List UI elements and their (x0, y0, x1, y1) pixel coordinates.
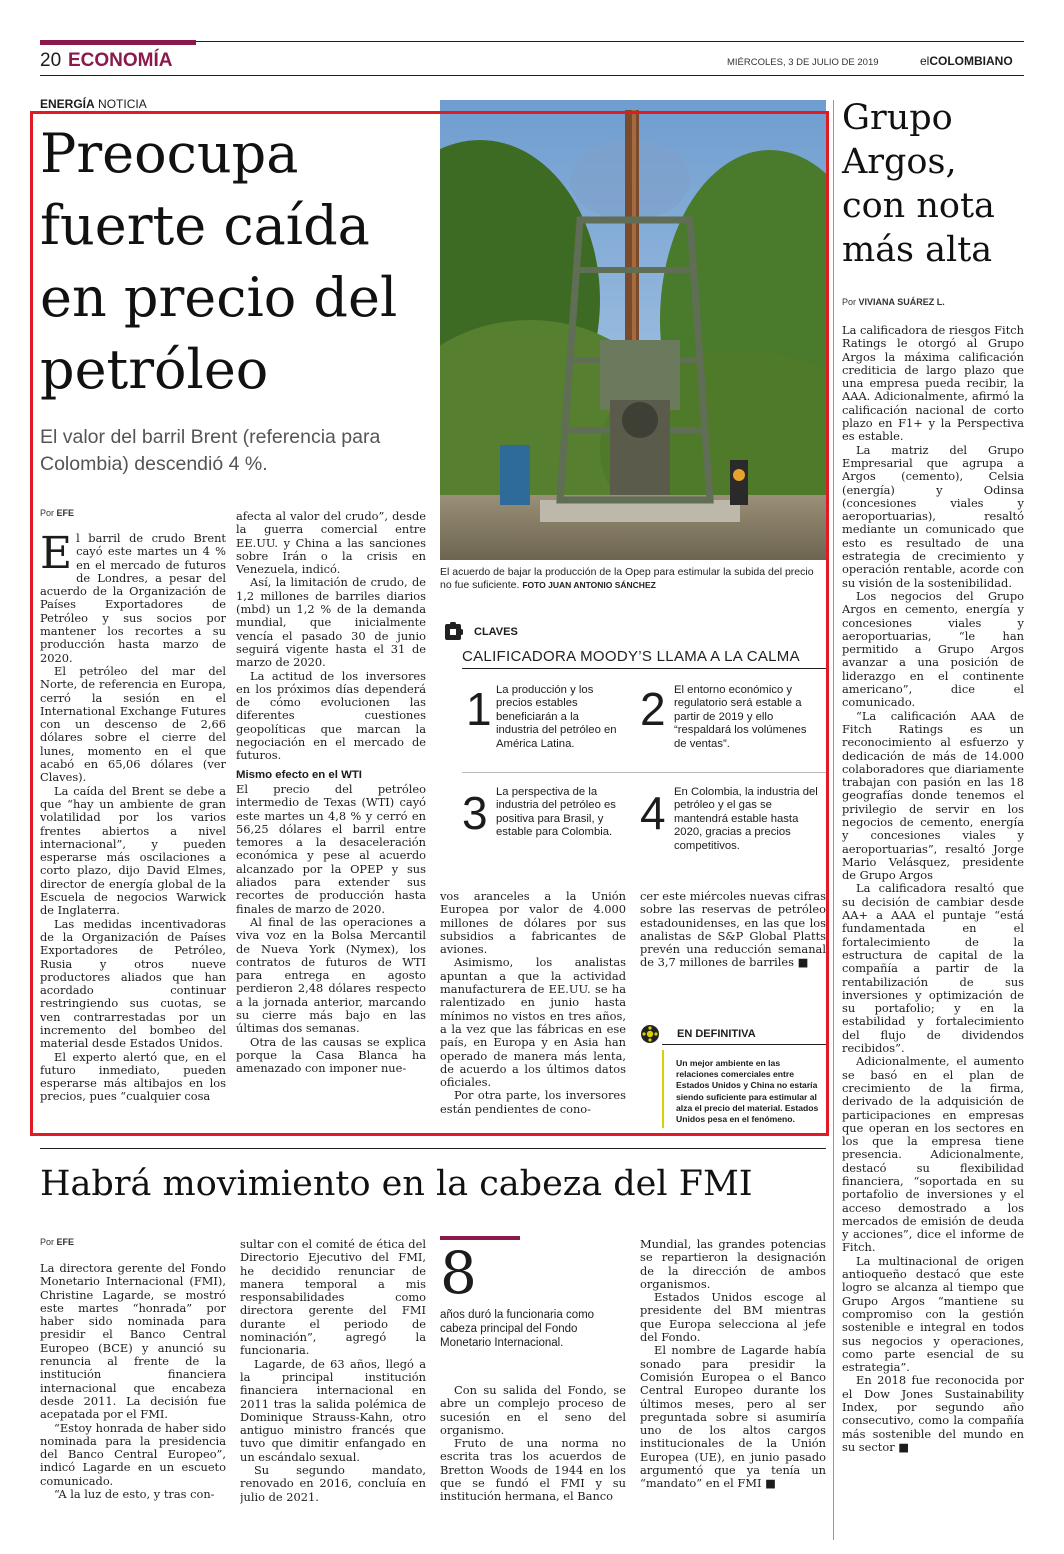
kicker (40, 97, 147, 111)
paragraph: Lagarde, de 63 años, llegó a la principal institución financiera internacional en 2011 tras la salida polémica de Dominique Strauss-Kahn, otro antiguo ministro francés que tuvo que dimitir enfangado en un escándalo sexual. (240, 1356, 426, 1464)
issue-date: MIÉRCOLES, 3 DE JULIO DE 2019 (727, 57, 879, 68)
paragraph: vos aranceles a la Unión Europea por valor de 4.000 millones de dólares por sus subsidios a fabricantes de aviones. (440, 890, 626, 957)
paragraph: Mundial, las grandes potencias se repartieron la designación de la dirección de ambos organismos. (640, 1238, 826, 1291)
paragraph: Fruto de una norma no escrita tras los acuerdos de Bretton Woods de 1944 en los que se fundó el FMI y su institución hermana, el Banco (440, 1436, 626, 1504)
column-subhead: Mismo efecto en el WTI (236, 768, 362, 781)
paragraph: Con su salida del Fondo, se abre un complejo proceso de sucesión en el seno del organismo. (440, 1384, 626, 1437)
clave-text-2: El entorno económico y regulatorio será estable a partir de 2019 y ello “respaldará los volúmenes de ventas”. (674, 684, 807, 750)
clave-number-4: 4 (640, 787, 666, 839)
clave-number-3: 3 (462, 787, 488, 839)
kicker-topic: ENERGÍA (40, 97, 95, 111)
paragraph: El precio del petróleo intermedio de Texas (WTI) cayó este martes un 4,8 % y cerró en 56,25 dólares el barril entre temores a la desaceleración económica y pese al acuerdo alcanzado por la OPEP y sus aliados para extender sus recortes de producción hasta finales de marzo de 2020. (236, 781, 426, 916)
header-accent-bar (40, 40, 196, 45)
side-byline (842, 297, 945, 307)
paragraph: El nombre de Lagarde había sonado para presidir la Comisión Europea o el Banco Central Europeo durante los últimos meses, pero al ser preguntada sobre si asumiría uno de los altos cargos institucionales de la Unión Europea (UE), en junio pasado argumentó que ya tenía un “mandato” en el FMI ■ (640, 1343, 826, 1491)
side-headline: Grupo Argos, con nota más alta (842, 98, 995, 270)
brand-name: COLOMBIANO (929, 54, 1013, 68)
paragraph: “A la luz de esto, y tras con- (54, 1487, 215, 1502)
highlight-frame (30, 111, 829, 1136)
page-number: 20 (40, 50, 62, 71)
stat-text: años duró la funcionaria como cabeza principal del Fondo Monetario Internacional. (440, 1309, 595, 1349)
paragraph: Así, la limitación de crudo, de 1,2 millones de barriles diarios (mbd) un 1,2 % de la demanda mundial, que inicialmente vencía el pasado 30 de junio seguirá vigente hasta el 31 de marzo de 2020. (236, 575, 426, 670)
paragraph: Adicionalmente, el aumento se basó en el plan de crecimiento de la firma, derivado de la adquisición de participaciones en empresas que operan en los sectores en los que la empresa tiene presencia. Adicionalmente, destacó su flexibilidad financiera, “soportada en su portafolio de inversiones y el acceso demostrado a los mercados de emisión de deuda y acciones”, dice el informe de Fitch. (842, 1054, 1024, 1255)
header-rule (196, 41, 1024, 42)
byline-prefix: Por (40, 1237, 55, 1247)
paragraph: cer este miércoles nuevas cifras sobre las reservas de petróleo estadounidenses, en las que los analistas de S&P Global Platts prevén una reducción semanal de 3,7 millones de barriles ■ (640, 890, 826, 970)
paragraph: afecta al valor del crudo”, desde la guerra comercial entre EE.UU. y China a las sanciones sobre Irán o la crisis en Venezuela, indicó. (236, 510, 426, 577)
clave-text-1: La producción y los precios estables beneficiarán a la industria del petróleo en América Latina. (496, 684, 617, 750)
claves-title: CALIFICADORA MOODY’S LLAMA A LA CALMA (462, 648, 800, 665)
paragraph: “La calificación AAA de Fitch Ratings es un reconocimiento al esfuerzo y dedicación de más de 14.000 colaboradores que diariamente trabajan con pasión en las 18 geografías donde tenemos el privilegio de servir en los negocios de cemento, energía y concesiones viales y aeroportuarias”, resaltó Jorge Mario Velásquez, presidente de Grupo Argos (842, 708, 1024, 883)
paragraph: La calificadora de riesgos Fitch Ratings le otorgó al Grupo Argos la máxima calificación crediticia de largo plazo que una empresa pueda recibir, la AAA. Adicionalmente, afirmó la calificación nacional de corto plazo en F1+ y la Perspectiva es estable. (842, 324, 1024, 444)
caption-text: El acuerdo de bajar la producción de la Opep para estimular la subida del precio no fue suficiente. (440, 566, 814, 591)
paragraph: El petróleo del mar del Norte, de referencia en Europa, cerró la sesión en el International Exchange Futures con un descenso de 2,66 dólares sobre el cierre del lunes, momento en el que acabó en 65,06 dólares (ver Claves). (40, 663, 226, 785)
byline-name: VIVIANA SUÁREZ L. (858, 297, 945, 307)
clave-text-4: En Colombia, la industria del petróleo y el gas se mantendrá estable hasta 2020, gracias a precios competitivos. (674, 786, 818, 852)
paragraph: La caída del Brent se debe a que “hay un ambiente de gran volatilidad por los varios frentes abiertos a nivel internacional”, y pueden esperarse más oscilaciones a corto plazo, dijo David Elmes, director de energía global de la Escuela de negocios Warwick de Inglaterra. (40, 783, 226, 918)
brand-logo (920, 54, 1013, 68)
bottom-column-1 (40, 1262, 226, 1532)
main-subhead: El valor del barril Brent (referencia para Colombia) descendió 4 %. (40, 426, 381, 475)
clave-number-1: 1 (466, 683, 492, 735)
bottom-section-rule (40, 1148, 826, 1149)
photo-credit: FOTO JUAN ANTONIO SÁNCHEZ (522, 580, 656, 590)
paragraph: Su segundo mandato, renovado en 2016, concluía en julio de 2021. (240, 1463, 426, 1504)
byline-name: EFE (56, 508, 75, 518)
paragraph-text: l barril de crudo Brent cayó este martes un 4 % en el mercado de futuros de Londres, a pesar del acuerdo de la Organización de Países Exportadores de Petróleo y sus socios por mantener los recortes a su producción hasta marzo de 2020. (40, 532, 226, 665)
paragraph: Asimismo, los analistas apuntan a que la actividad manufacturera de EE.UU. se ha ralentizado en junio hasta mínimos no vistos en tres años, a la vez que las fábricas en ese país, en Europa y en Asia han operado de manera más lenta, de acuerdo a los últimos datos oficiales. (440, 955, 626, 1090)
paragraph: Otra de las causas se explica porque la Casa Blanca ha amenazado con imponer nue- (236, 1034, 426, 1076)
kicker-type: NOTICIA (98, 97, 147, 111)
header-bottom-rule (40, 75, 1024, 76)
main-headline: Preocupa fuerte caída en precio del petróleo (40, 122, 398, 401)
paragraph: La directora gerente del Fondo Monetario Internacional (FMI), Christine Lagarde, se mostró este martes “honrada” por haber sido nominada para presidir el Banco Central Europeo (BCE) y anunció su renuncia al frente de la institución financiera internacional que encabeza desde 2011. La decisión fue acepatada por el FMI. (40, 1262, 226, 1422)
paragraph: La calificadora resaltó que su decisión de cambiar desde AA+ a AAA el puntaje “está fundamentada en el fortalecimiento de la estructura de capital de la compañía a partir de la rentabilización de sus inversiones y optimización de su portafolio; y en la estabilidad y fortalecimiento del flujo de dividendos recibidos”. (842, 881, 1024, 1056)
paragraph: Por otra parte, los inversores están pendientes de cono- (440, 1088, 626, 1116)
paragraph: La multinacional de origen antioqueño destacó que este logro se alcanza al tiempo que Grupo Argos “mantiene su compromiso con la gestión sostenible e integral en todos sus negocios y operaciones, como parte esencial de su estrategia”. (842, 1253, 1024, 1375)
paragraph: Al final de las operaciones a viva voz en la Bolsa Mercantil de Nueva York (Nymex), los contratos de futuros de WTI para entrega en agosto perdieron 2,48 dólares respecto a la jornada anterior, marcando su cierre más bajo en las últimas dos semanas. (236, 914, 426, 1036)
bottom-column-3 (440, 1384, 626, 1532)
bottom-column-2 (240, 1238, 426, 1532)
clave-text-3: La perspectiva de la industria del petróleo es positiva para Brasil, y estable para Colombia. (496, 786, 616, 839)
bottom-column-4 (640, 1238, 826, 1532)
paragraph: La matriz del Grupo Empresarial que agrupa a Argos (cemento), Celsia (energía) y Odinsa (concesiones viales y aeroportuarias), resaltó mediante un comunicado que esto es resultado de una estrategia de crecimiento y operación rentable, acorde con su visión de la sostenibilidad. (842, 442, 1024, 590)
section-title: ECONOMÍA (68, 50, 173, 71)
definitiva-label: EN DEFINITIVA (677, 1028, 756, 1040)
byline-prefix: Por (842, 297, 857, 307)
claves-label: CLAVES (474, 626, 518, 638)
paragraph: La actitud de los inversores en los próximos días dependerá de cómo evolucionen las diferentes cuestiones geopolíticas que marcan la negociación en el mercado de futuros. (236, 668, 426, 763)
bottom-byline (40, 1237, 74, 1247)
bottom-headline: Habrá movimiento en la cabeza del FMI (40, 1164, 753, 1204)
paragraph: “Estoy honrada de haber sido nominada para la presidencia del Banco Central Europeo”, indicó Lagarde en un escueto comunicado. (40, 1420, 226, 1488)
byline-name: EFE (56, 1237, 75, 1247)
paragraph: En 2018 fue reconocida por el Dow Jones Sustainability Index, por segundo año consecutivo, como la compañía más sostenible del mundo en su sector ■ (842, 1373, 1024, 1454)
definitiva-text: Un mejor ambiente en las relaciones comerciales entre Estados Unidos y China no estaría siendo suficiente para estimular al alza el precio del material. Estados Unidos pesa en el fenómeno. (676, 1058, 819, 1125)
paragraph: Las medidas incentivadoras de la Organización de Países Exportadores de Petróleo, Rusia y otros nueve productores aliados que han acordado continuar restringiendo sus cuotas, se ven contrarrestadas por un incremento del bombeo del material desde Estados Unidos. (40, 916, 226, 1051)
byline-prefix: Por (40, 508, 55, 518)
paragraph: El experto alertó que, en el futuro inmediato, pueden esperarse más altibajos en los precios, pues “cualquier cosa (40, 1049, 226, 1104)
brand-el: el (920, 54, 930, 68)
stat-number: 8 (440, 1239, 477, 1307)
dropcap: E (40, 532, 73, 579)
side-body (842, 324, 1024, 1540)
clave-number-2: 2 (640, 683, 666, 735)
paragraph: sultar con el comité de ética del Directorio Ejecutivo del FMI, he decidido renunciar de manera temporal a mis responsabilidades como directora gerente del FMI durante el periodo de nominación”, agregó la funcionaria. (240, 1238, 426, 1358)
paragraph: Los negocios del Grupo Argos en cemento, energía y concesiones viales y aeroportuarias, “le han permitido a Grupo Argos avanzar a una posición de liderazgo en el continente americano”, dice el comunicado. (842, 588, 1024, 710)
paragraph: Estados Unidos escoge al presidente del BM mientras que Europa selecciona al jefe del Fondo. (640, 1290, 826, 1345)
side-column-divider (833, 100, 834, 1540)
